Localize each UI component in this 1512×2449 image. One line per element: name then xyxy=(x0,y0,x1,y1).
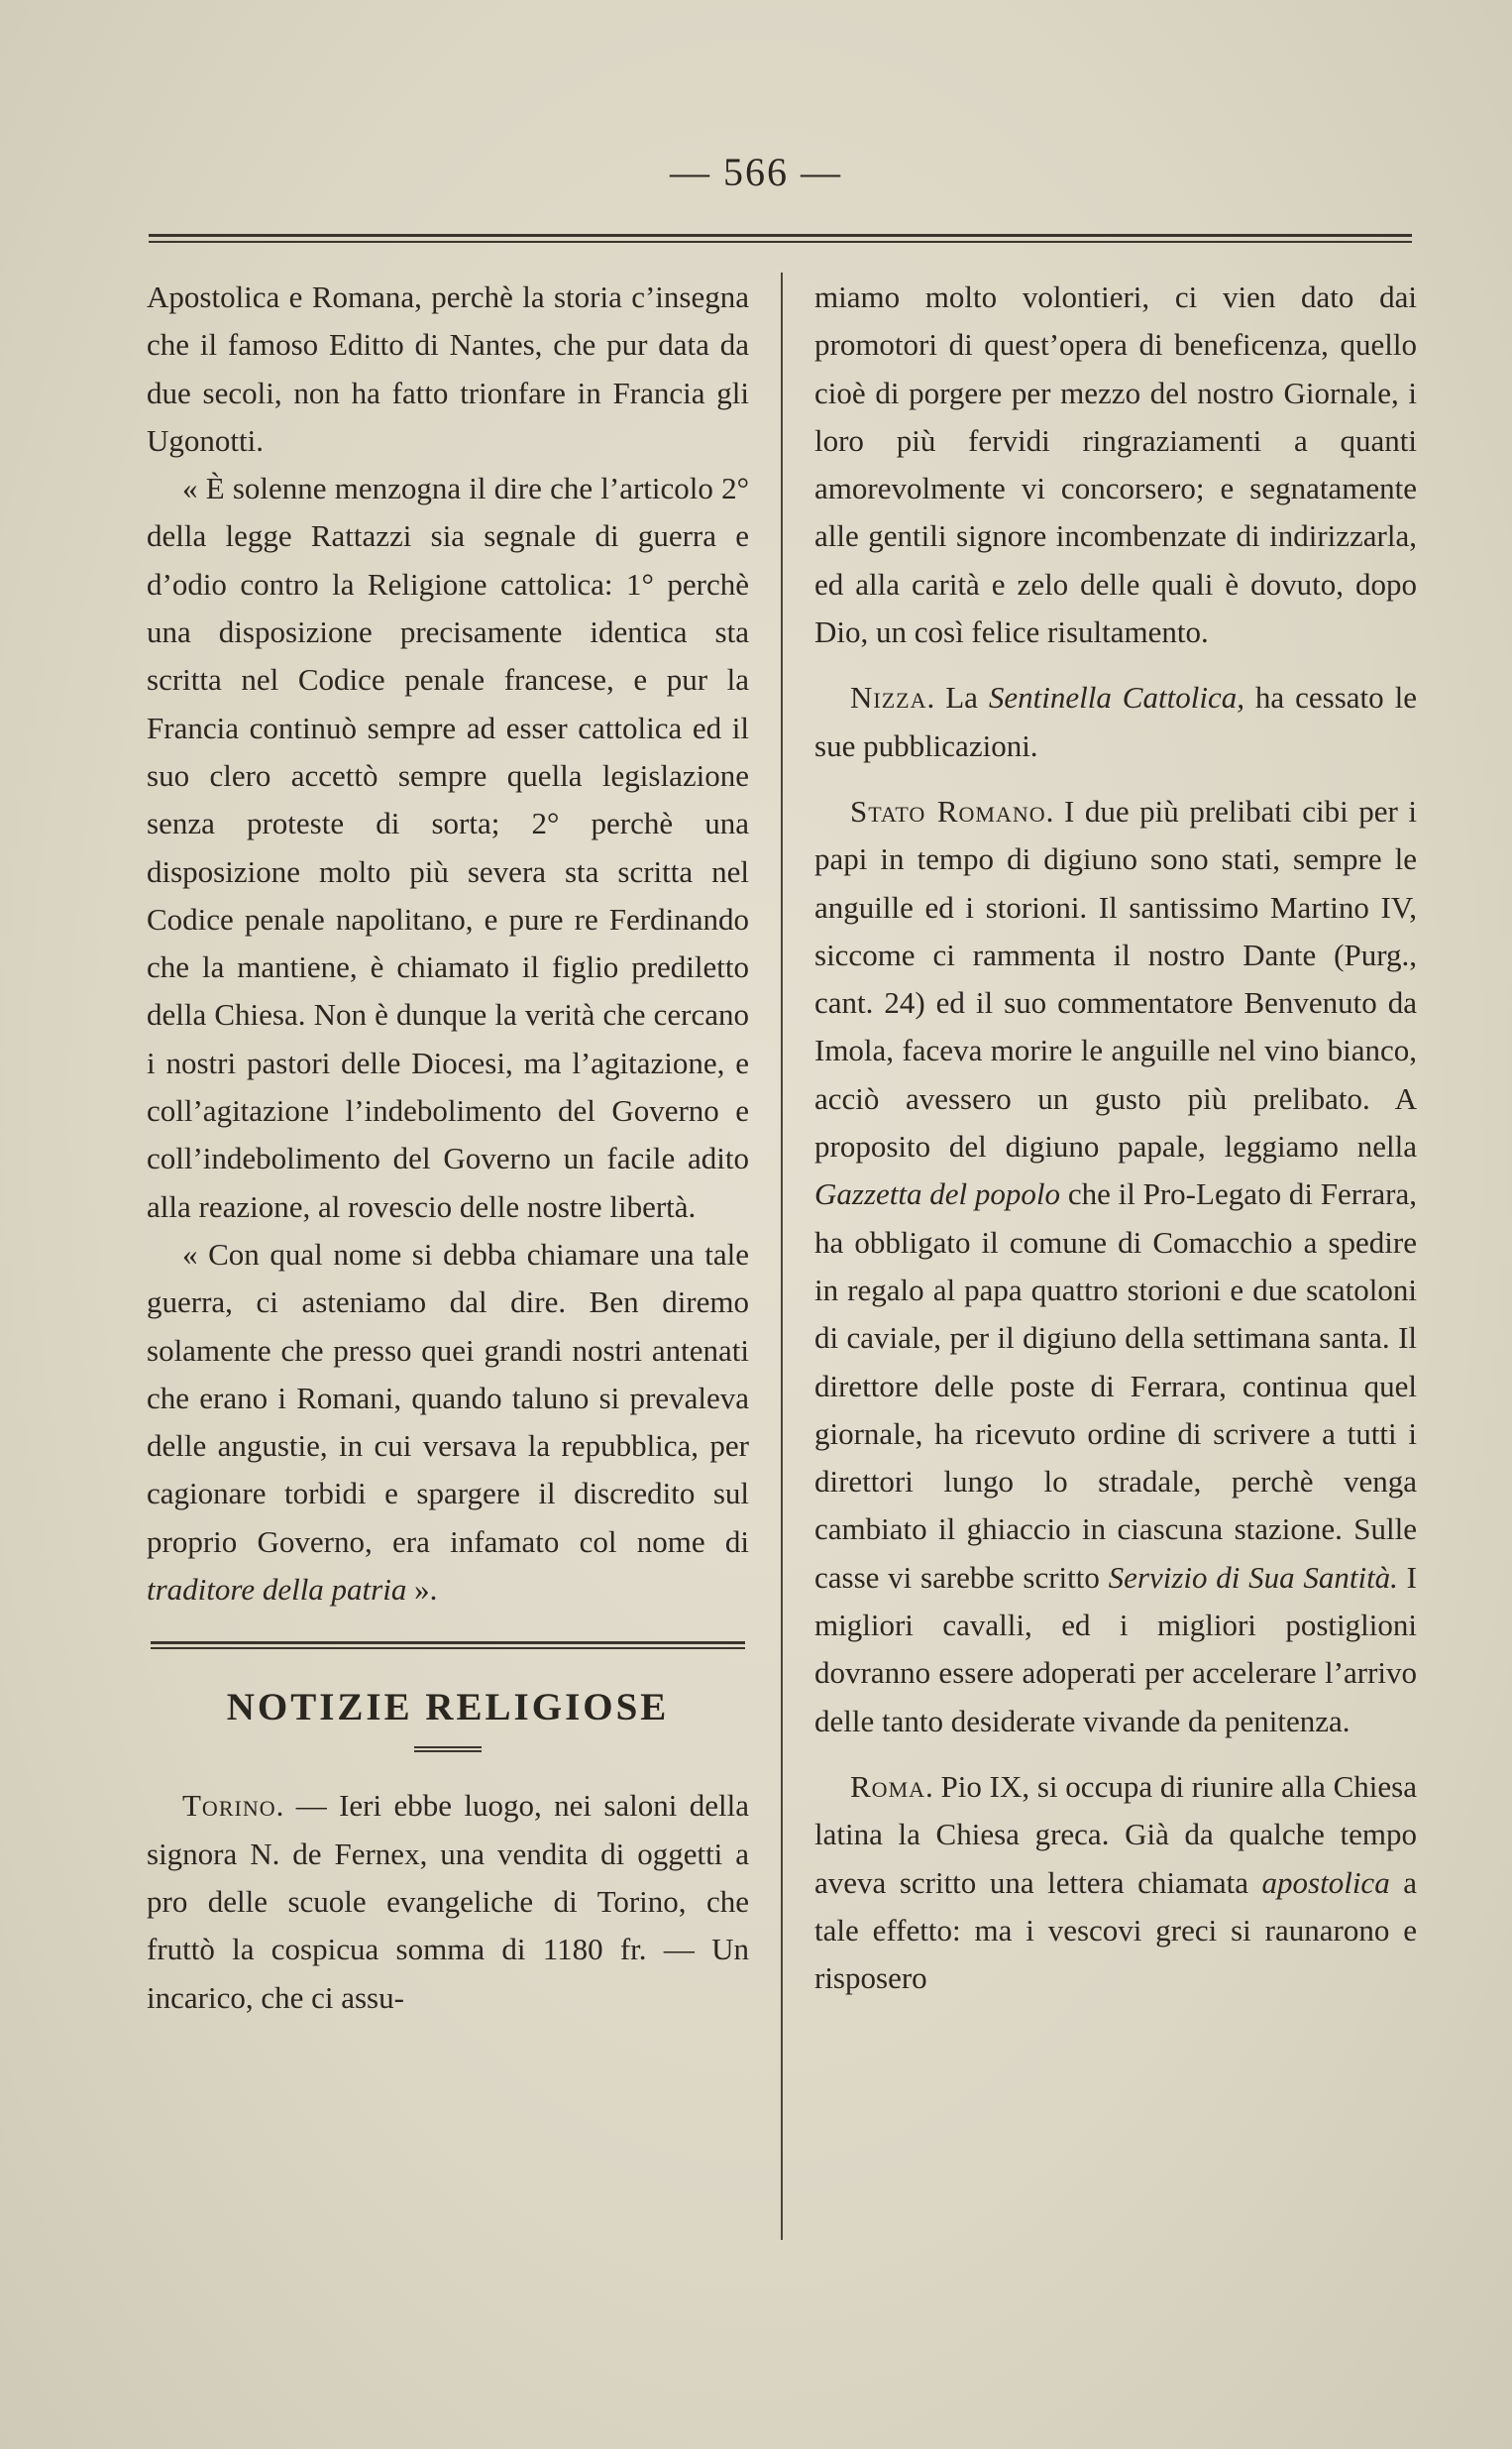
news-item-torino xyxy=(147,1782,749,2021)
italic-traditore-della-patria: traditore della patria xyxy=(147,1572,407,1608)
italic-apostolica: apostolica xyxy=(1261,1864,1390,1900)
place-roma: Roma xyxy=(850,1768,926,1804)
stato-romano-text-3: I migliori cavalli, ed i migliori postiglioni dovranno essere adoperati per accelerare l’arrivo delle tanto desiderate vivande da penitenza. xyxy=(814,1559,1418,1738)
section-title: NOTIZIE RELIGIOSE xyxy=(226,1686,670,1729)
right-column xyxy=(814,274,1417,2002)
column-divider xyxy=(781,273,783,2240)
place-torino: Torino xyxy=(182,1788,276,1824)
stato-romano-text-1: . I due più prelibati cibi per i papi in tempo di digiuno sono stati, sempre le anguille ed i storioni. Il santissimo Martino IV, siccome ci rammenta il nostro Dante (Purg., cant. 24) ed il suo commentatore Benvenuto da Imola, faceva morire le anguille nel vino bianco, acciò avessero un gusto più prelibato. A proposito del digiuno papale, leggiamo nella xyxy=(814,793,1417,1165)
stato-romano-text-2: che il Pro-Legato di Ferrara, ha obbligato il comune di Comacchio a spedire in regalo al papa quattro storioni e due scatoloni di caviale, per il digiuno della settimana santa. Il direttore delle poste di Ferrara, continua quel giornale, ha ricevuto ordine di scrivere a tutti i direttori lungo lo stradale, perchè venga cambiato il ghiaccio in ciascuna stazione. Sulle casse vi sarebbe scritto xyxy=(814,1176,1417,1595)
paragraph-traditore xyxy=(147,1231,749,1614)
paragraph-gap xyxy=(814,770,1417,788)
paragraph-legge-rattazzi: « È solenne menzogna il dire che l’articolo 2° della legge Rattazzi sia segnale di guerra e d’odio contro la Religione cattolica: 1° perchè una disposizione precisamente identica sta scritta nel Codice penale francese, e pur la Francia continuò sempre ad esser cattolica ed il suo clero accettò sempre quella legislazione senza proteste di sorta; 2° perchè una disposizione molto più severa sta scritta nel Codice penale napolitano, e pure re Ferdinando che la mantiene, è chiamato il figlio prediletto della Chiesa. Non è dunque la verità che cercano i nostri pastori delle Diocesi, ma l’agitazione, e coll’agitazione l’indebolimento del Governo e coll’indebolimento del Governo un facile adito alla reazione, al rovescio delle nostre libertà. xyxy=(147,471,749,1224)
roma-text-1: . Pio IX, si occupa di riunire alla Chiesa latina la Chiesa greca. Già da qualche tempo aveva scritto una lettera chiamata xyxy=(814,1768,1417,1900)
header-double-rule xyxy=(149,234,1412,243)
paragraph-gap xyxy=(814,1745,1417,1763)
news-item-nizza xyxy=(814,674,1417,770)
paragraph-editto-nantes: Apostolica e Romana, perchè la storia c’insegna che il famoso Editto di Nantes, che pur data da due secoli, non ha fatto trionfare in Francia gli Ugonotti. xyxy=(147,279,749,458)
torino-text: . — Ieri ebbe luogo, nei saloni della signora N. de Fernex, una vendita di oggetti a pro delle scuole evangeliche di Torino, che fruttò la cospicua somma di 1180 fr. — Un incarico, che ci assu- xyxy=(147,1788,749,2015)
nizza-sep: . La xyxy=(926,680,989,716)
paragraph-torino-continuation: miamo molto volontieri, ci vien dato dai promotori di quest’opera di beneficenza, quello cioè di porgere per mezzo del nostro Giornale, i loro più fervidi ringraziamenti a quanti amorevolmente vi concorsero; e segnatamente alle gentili signore incombenzate di indirizzarla, ed alla carità e zelo delle quali è dovuto, dopo Dio, un così felice risultamento. xyxy=(814,279,1417,650)
italic-gazzetta-del-popolo: Gazzetta del popolo xyxy=(814,1176,1061,1212)
paragraph-gap xyxy=(814,656,1417,674)
left-column xyxy=(147,274,749,2022)
italic-servizio-sua-santita: Servizio di Sua Santità. xyxy=(1108,1559,1398,1595)
news-item-roma xyxy=(814,1763,1417,2002)
roma-text-2: a tale effetto: ma i vescovi greci si raunarono e risposero xyxy=(814,1864,1417,1996)
section-double-rule xyxy=(151,1641,745,1649)
nizza-text: ha cessato le sue pubblicazioni. xyxy=(814,680,1418,763)
page-number: — 566 — xyxy=(670,150,842,194)
closing-quote: ». xyxy=(406,1572,438,1608)
paragraph-traditore-text: « Con qual nome si debba chiamare una tale guerra, ci asteniamo dal dire. Ben diremo solamente che presso quei grandi nostri antenati che erano i Romani, quando taluno si prevaleva delle angustie, in cui versava la repubblica, per cagionare torbidi e spargere il discredito sul proprio Governo, era infamato col nome di xyxy=(147,1236,749,1559)
news-item-stato-romano xyxy=(814,788,1417,1745)
place-nizza: Nizza xyxy=(850,680,927,716)
section-short-rule xyxy=(414,1746,482,1752)
italic-sentinella-cattolica: Sentinella Cattolica, xyxy=(988,680,1244,716)
place-stato-romano: Stato Romano xyxy=(850,793,1046,829)
